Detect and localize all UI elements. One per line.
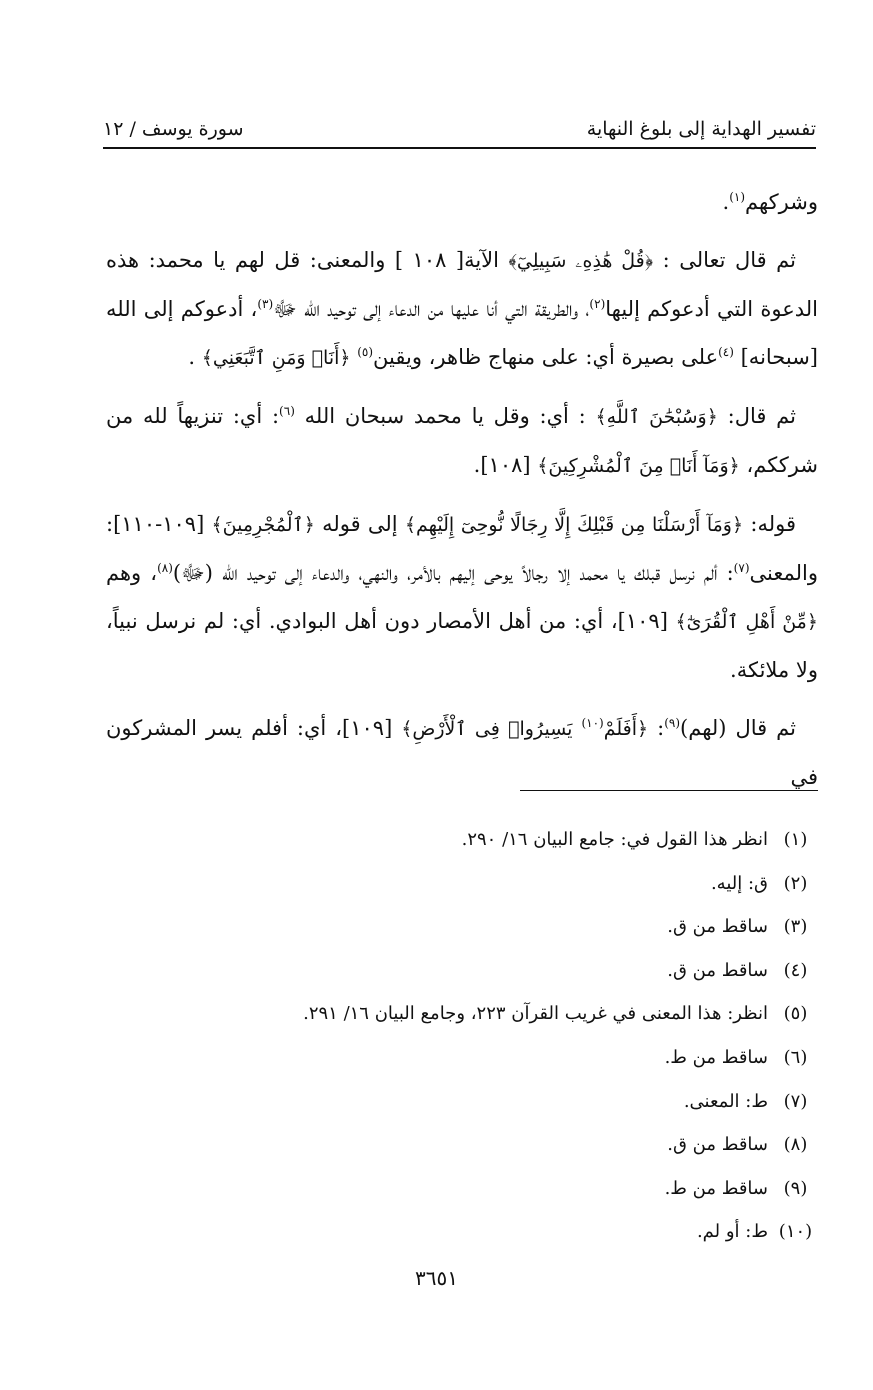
- paragraph-text: ، أدعوكم إلى الله [سبحانه]: [106, 297, 818, 369]
- footnote-number: (٧): [783, 1090, 808, 1112]
- paragraph-text: [١٠٩]، أي: من أهل الأمصار دون أهل البوادي. أي: لم نرسل نبياً، ولا ملائكة.: [106, 609, 818, 682]
- footnote-text: انظر: هذا المعنى في غريب القرآن ٢٢٣، وجامع البيان ١٦/ ٢٩١.: [303, 1003, 768, 1025]
- footnote-text: انظر هذا القول في: جامع البيان ١٦/ ٢٩٠.: [461, 829, 768, 850]
- footnote-number: (٥): [783, 1003, 808, 1025]
- footnote-text: ساقط من ق.: [667, 1134, 768, 1156]
- surah-label: سورة يوسف / ١٢: [103, 118, 244, 140]
- footnote-reference: (٤): [718, 345, 734, 359]
- quran-verse: ﴿ٱلْمُجْرِمِينَ﴾: [211, 514, 315, 536]
- body-paragraph: [106, 704, 818, 801]
- body-paragraph: [106, 392, 818, 490]
- paragraph-text: ، والطريقة التي أنا عليها من الدعاء إلى توحيد الله ﷻ: [273, 297, 590, 321]
- footnote-number: (٨): [783, 1134, 808, 1156]
- footnote-text: ط: أو لم.: [696, 1221, 768, 1243]
- paragraph-text: ثم قال:: [717, 404, 796, 428]
- quran-verse: ﴿مِّنْ أَهْلِ ٱلْقُرَىٰٓ﴾: [675, 611, 818, 633]
- book-title: تفسير الهداية إلى بلوغ النهاية: [586, 118, 816, 140]
- body-paragraph: [106, 236, 818, 382]
- paragraph-text: : ألم نرسل قبلك يا محمد إلا رجالاً يوحى إليهم بالأمر، والنهي، والدعاء إلى توحيد الله (ﷻ): [172, 561, 734, 585]
- footnote-reference: (٥): [357, 345, 374, 359]
- footnote-reference: (٦): [279, 404, 295, 418]
- footnote-number: (٩): [783, 1177, 808, 1199]
- paragraph-text: :: [648, 716, 665, 740]
- paragraph-text: وشركهم: [745, 190, 818, 214]
- header-rule: [103, 147, 816, 149]
- footnote-text: ساقط من ط.: [664, 1177, 768, 1199]
- footnote-number: (٣): [783, 916, 808, 938]
- paragraph-text: الآية[ ١٠٨ ] والمعنى: قل لهم يا محمد: هذه الدعوة التي أدعوكم إليها: [106, 248, 818, 321]
- body-paragraph: [106, 500, 818, 694]
- footnote-reference: (٢): [589, 297, 606, 311]
- paragraph-text: ، وهم: [106, 561, 158, 585]
- footnote-number: (١٠): [778, 1221, 813, 1243]
- footnote-separator: [520, 790, 818, 791]
- paragraph-text: [١٠٨].: [473, 453, 538, 477]
- paragraph-text: ثم قال (لهم): [680, 716, 796, 740]
- footnote-item: [106, 1167, 823, 1211]
- footnote-number: (٤): [783, 959, 808, 981]
- body-paragraph: [106, 178, 818, 226]
- paragraph-text: : أي: وقل يا محمد سبحان الله: [294, 404, 596, 428]
- footnote-item: [106, 949, 823, 993]
- paragraph-text: .: [722, 190, 730, 214]
- footnote-reference: (٣): [257, 297, 274, 311]
- quran-verse: ﴿وَمَآ أَنَا۠ مِنَ ٱلْمُشْرِكِينَ﴾: [537, 455, 740, 477]
- paragraph-text: إلى قوله: [314, 512, 405, 536]
- footnote-item: [106, 1210, 823, 1254]
- footnote-reference: (١٠): [581, 716, 604, 730]
- quran-verse: ﴿أَفَلَمْ: [603, 718, 649, 740]
- quran-verse: ﴿قُلْ هَٰذِهِۦ سَبِيلِيٓ﴾: [508, 250, 654, 272]
- footnote-text: ط: المعنى.: [683, 1090, 768, 1112]
- paragraph-text: ثم قال تعالى :: [653, 248, 796, 272]
- paragraph-text: قوله:: [743, 512, 796, 536]
- footnote-item: [106, 1036, 823, 1080]
- quran-verse: ﴿أَنَا۠ وَمَنِ ٱتَّبَعَنِي﴾: [201, 347, 351, 369]
- footnote-text: ق: إليه.: [710, 872, 768, 894]
- paragraph-text: .: [188, 345, 202, 369]
- footnote-text: ساقط من ق.: [667, 916, 768, 938]
- footnote-text: ساقط من ط.: [664, 1046, 768, 1068]
- footnote-item: [106, 992, 823, 1036]
- paragraph-text: [١٠٩-١١٠]: والمعنى: [106, 512, 818, 585]
- paragraph-text: على بصيرة أي: على منهاج ظاهر، ويقين: [373, 345, 719, 369]
- footnote-reference: (١): [729, 190, 746, 204]
- footnote-item: [106, 862, 823, 906]
- footnote-item: [106, 818, 823, 862]
- paragraph-text: [١٠٩]، أي: أفلم يسر المشركون في: [106, 716, 818, 789]
- footnotes: [106, 818, 823, 1254]
- footnote-reference: (٩): [664, 716, 681, 730]
- footnote-number: (١): [783, 829, 808, 850]
- footnote-number: (٢): [783, 872, 808, 894]
- footnote-reference: (٨): [157, 561, 173, 575]
- page-number: ٣٦٥١: [415, 1266, 458, 1290]
- footnote-reference: (٧): [733, 561, 750, 575]
- running-header: [103, 112, 816, 140]
- quran-verse: يَسِيرُوا۟ فِى ٱلْأَرْضِ﴾: [401, 718, 573, 740]
- footnote-text: ساقط من ق.: [667, 959, 768, 981]
- paragraph-text: : أي: تنزيهاً لله من شرككم،: [106, 404, 818, 477]
- footnote-item: [106, 1080, 823, 1124]
- footnote-item: [106, 1123, 823, 1167]
- footnote-item: [106, 905, 823, 949]
- main-text: [106, 178, 818, 811]
- quran-verse: ﴿وَسُبْحَٰنَ ٱللَّهِ﴾: [595, 406, 718, 428]
- quran-verse: ﴿وَمَآ أَرْسَلْنَا مِن قَبْلِكَ إِلَّا رِجَالًا نُّوحِىٓ إِلَيْهِم﴾: [404, 514, 744, 536]
- footnote-number: (٦): [783, 1046, 808, 1068]
